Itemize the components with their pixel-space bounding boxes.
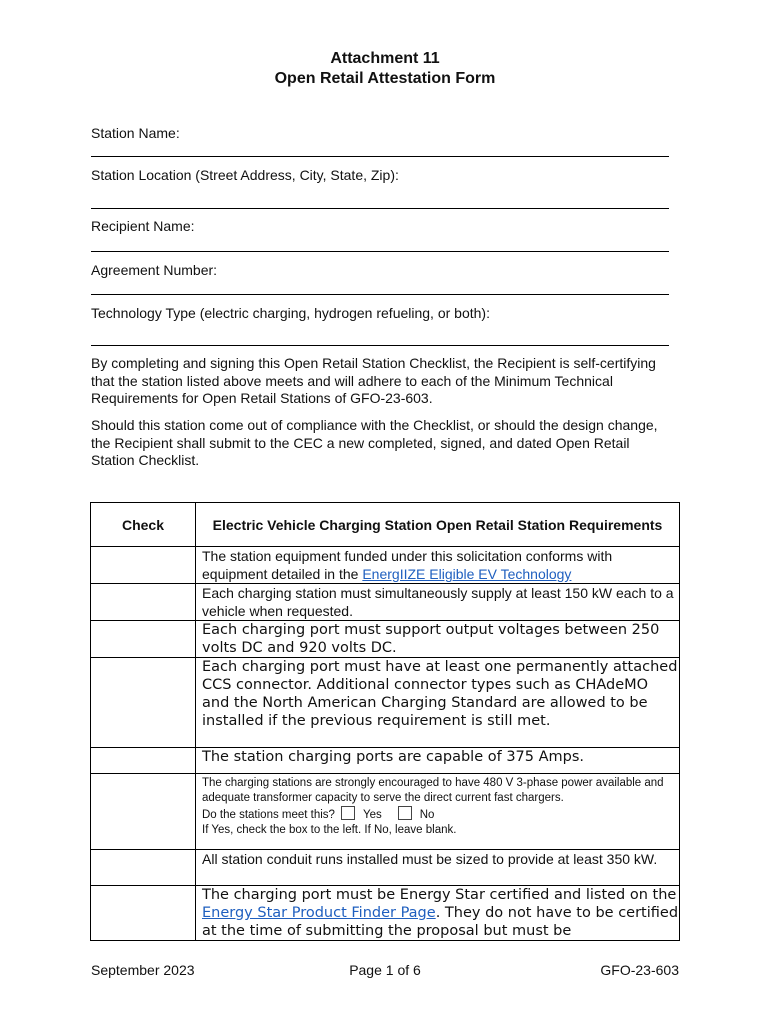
table-row xyxy=(91,748,680,774)
table-header-row xyxy=(91,503,680,547)
requirement-cell: Each charging station must simultaneously supply at least 150 kW each to a vehicle when requested. xyxy=(196,584,680,621)
yes-checkbox[interactable] xyxy=(341,806,355,820)
check-cell[interactable] xyxy=(91,621,196,658)
requirement-text-continued: . They do not have to be certified at the time of submitting the proposal but must be xyxy=(202,905,679,939)
check-cell[interactable] xyxy=(91,774,196,850)
check-cell[interactable] xyxy=(91,547,196,584)
requirement-text: The charging stations are strongly encouraged to have 480 V 3-phase power available and adequate transformer capacity to serve the direct current fast chargers. xyxy=(202,777,664,804)
certification-paragraph: By completing and signing this Open Retail Station Checklist, the Recipient is self-certifying that the station listed above meets and will adhere to each of the Minimum Technical Requirements for Open Retail Stations of GFO-23-603. xyxy=(91,355,656,406)
footer-date: September 2023 xyxy=(91,962,195,978)
station-name-label: Station Name: xyxy=(91,125,180,141)
check-cell[interactable] xyxy=(91,886,196,941)
no-label: No xyxy=(419,809,435,821)
requirements-table xyxy=(90,502,680,941)
technology-type-label: Technology Type (electric charging, hydrogen refueling, or both): xyxy=(91,305,490,321)
compliance-paragraph: Should this station come out of compliance with the Checklist, or should the design change, the Recipient shall submit to the CEC a new completed, signed, and dated Open Retail Station Checklist. xyxy=(91,417,658,468)
energiize-technology-link[interactable]: EnergIIZE Eligible EV Technology xyxy=(362,566,572,582)
requirement-cell xyxy=(196,547,680,584)
check-cell[interactable] xyxy=(91,584,196,621)
requirement-cell xyxy=(196,886,680,941)
station-name-field[interactable] xyxy=(91,124,669,157)
requirement-text: The charging port must be Energy Star certified and listed on the xyxy=(202,887,677,903)
check-cell[interactable] xyxy=(91,658,196,748)
requirements-column-header: Electric Vehicle Charging Station Open Retail Station Requirements xyxy=(196,503,680,547)
yes-label: Yes xyxy=(362,809,382,821)
requirement-cell: Each charging port must have at least one permanently attached CCS connector. Additional connector types such as CHAdeMO and the North American Charging Standard are allowed to be installed if the previous requirement is still met. xyxy=(196,658,680,748)
check-cell[interactable] xyxy=(91,850,196,886)
instruction-text: If Yes, check the box to the left. If No, leave blank. xyxy=(202,824,457,836)
table-row xyxy=(91,658,680,748)
document-title: Attachment 11 xyxy=(330,50,440,67)
table-row xyxy=(91,850,680,886)
check-column-header: Check xyxy=(91,503,196,547)
yes-no-question xyxy=(202,806,679,823)
requirement-cell: Each charging port must support output voltages between 250 volts DC and 920 volts DC. xyxy=(196,621,680,658)
requirement-text: The station equipment funded under this solicitation conforms with equipment detailed in the xyxy=(202,548,613,582)
energy-star-finder-link[interactable]: Energy Star Product Finder Page xyxy=(202,905,436,921)
requirement-cell: All station conduit runs installed must be sized to provide at least 350 kW. xyxy=(196,850,680,886)
requirement-cell: The station charging ports are capable of 375 Amps. xyxy=(196,748,680,774)
footer-document-code: GFO-23-603 xyxy=(600,962,679,978)
technology-type-field[interactable] xyxy=(91,304,669,346)
station-location-label: Station Location (Street Address, City, State, Zip): xyxy=(91,167,399,183)
table-row xyxy=(91,584,680,621)
table-row xyxy=(91,547,680,584)
check-cell[interactable] xyxy=(91,748,196,774)
document-subtitle: Open Retail Attestation Form xyxy=(274,70,496,87)
no-checkbox[interactable] xyxy=(398,806,412,820)
recipient-name-field[interactable] xyxy=(91,217,669,252)
table-row xyxy=(91,886,680,941)
footer-page-number: Page 1 of 6 xyxy=(349,962,421,978)
table-row xyxy=(91,621,680,658)
agreement-number-field[interactable] xyxy=(91,261,669,295)
station-location-field[interactable] xyxy=(91,166,669,209)
recipient-name-label: Recipient Name: xyxy=(91,218,195,234)
requirement-cell xyxy=(196,774,680,850)
question-label: Do the stations meet this? xyxy=(202,809,335,821)
table-row xyxy=(91,774,680,850)
agreement-number-label: Agreement Number: xyxy=(91,262,218,278)
